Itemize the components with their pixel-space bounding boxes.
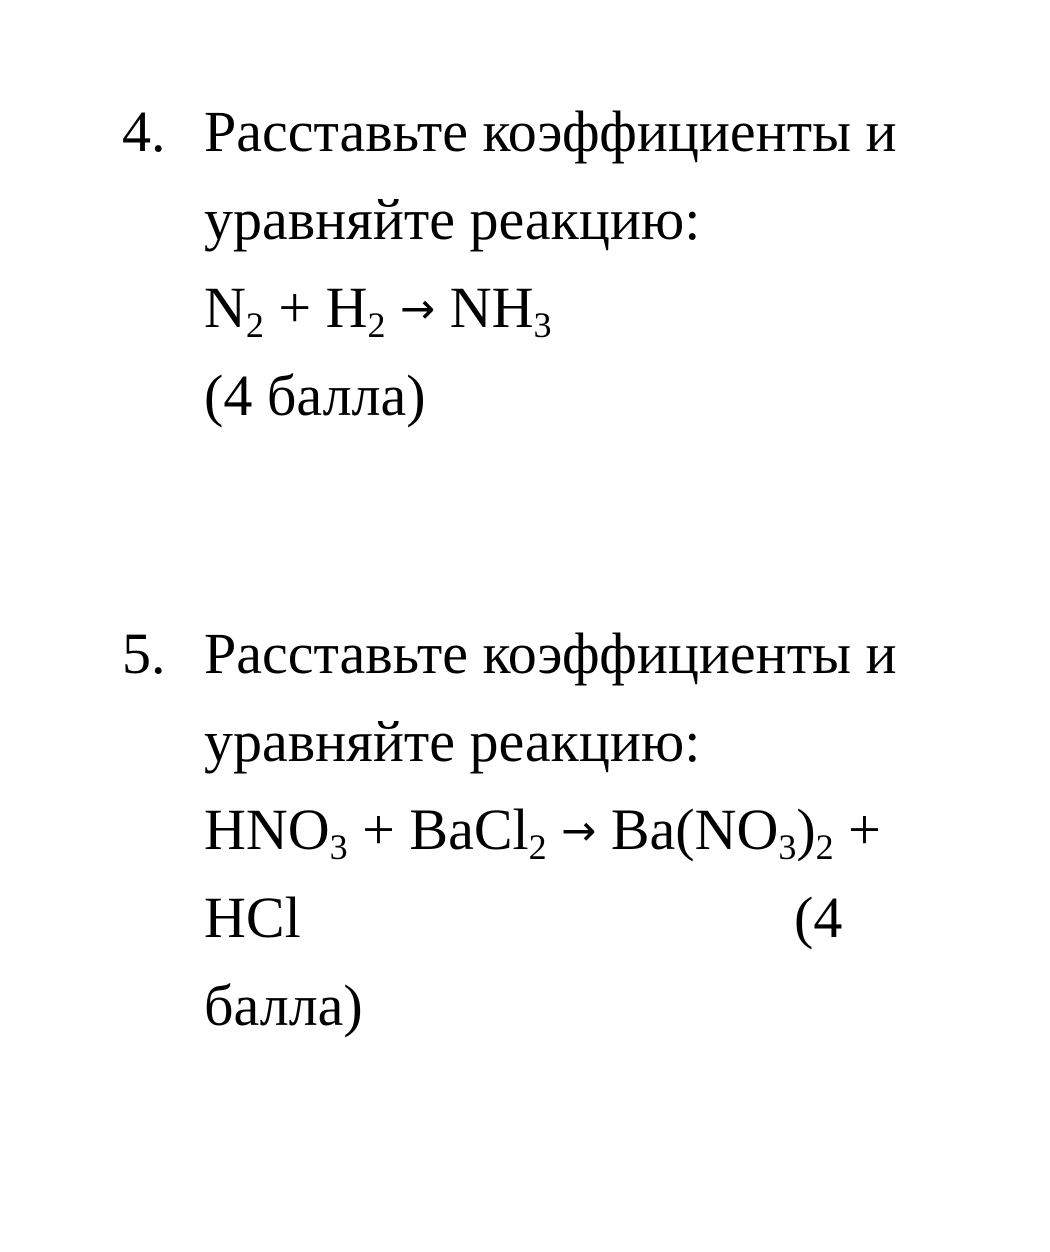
product-formula-close: ) [796,797,816,862]
reactant-formula: HNO [204,797,330,862]
subscript: 2 [815,827,834,867]
reactant-formula: BaCl [409,797,529,862]
instruction-line-1: Расставьте коэффициенты и [204,621,897,686]
subscript: 2 [367,305,386,345]
plus-sign: + [278,275,312,340]
instruction-line-2: уравняйте реакцию: [204,709,701,774]
product-formula: HCl [204,885,301,950]
subscript: 2 [528,827,547,867]
plus-sign: + [362,797,395,862]
product-formula: Ba(NO [610,797,779,862]
instruction-line-2: уравняйте реакцию: [204,187,701,252]
reactant-formula: H [325,275,368,340]
task-number: 5. [122,621,166,686]
chemical-equation [204,786,881,879]
subscript: 3 [533,305,552,345]
subscript: 3 [778,827,797,867]
reaction-arrow-icon: → [561,806,597,855]
score-label-part-1: (4 [794,885,843,950]
instruction-line-1: Расставьте коэффициенты и [204,99,897,164]
product-formula: NH [449,275,534,340]
score-label-part-2: балла) [204,973,363,1038]
subscript: 3 [329,827,348,867]
plus-sign: + [848,797,881,862]
task-number: 4. [122,99,166,164]
equation-continuation [204,874,843,962]
score-label: (4 балла) [204,363,426,428]
subscript: 2 [245,305,264,345]
reactant-formula: N [204,275,246,340]
chemical-equation [204,264,551,357]
reaction-arrow-icon: → [400,284,436,333]
